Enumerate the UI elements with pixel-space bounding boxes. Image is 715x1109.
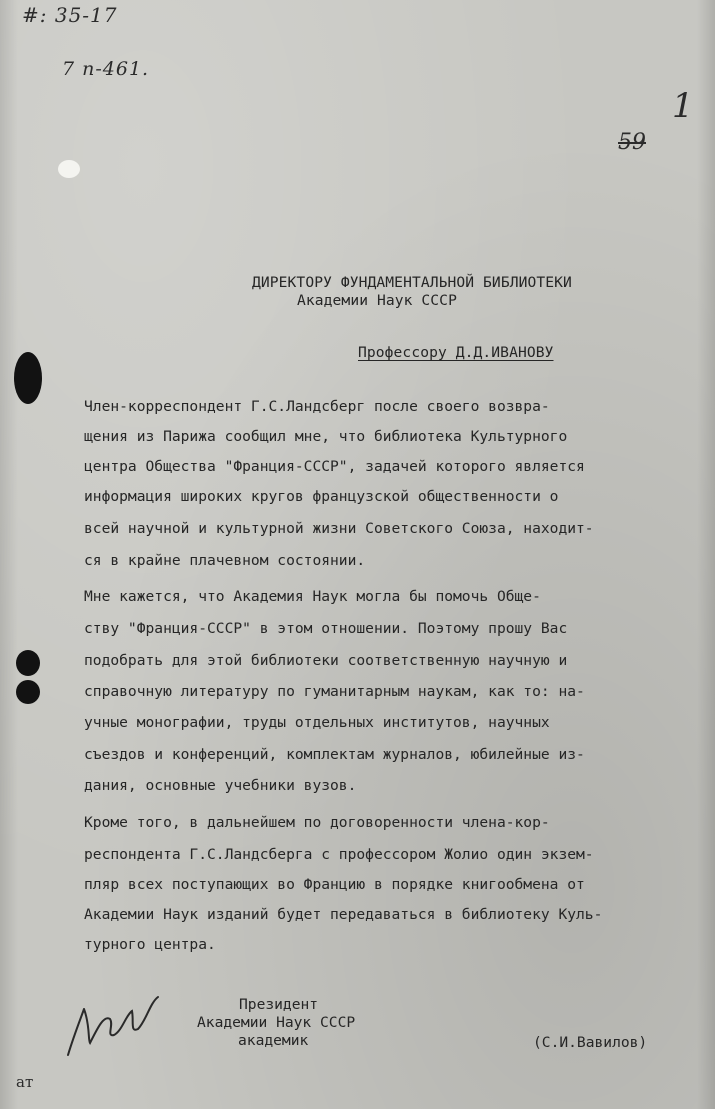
smudge-icon bbox=[58, 160, 80, 178]
signature-rank: академик bbox=[238, 1032, 309, 1049]
body-line: справочную литературу по гуманитарным наукам, как то: на- bbox=[84, 683, 585, 700]
body-line: информация широких кругов французской общественности о bbox=[84, 488, 559, 505]
body-line: Академии Наук изданий будет передаваться в библиотеку Куль- bbox=[84, 906, 603, 923]
punch-hole-icon bbox=[16, 680, 40, 704]
registration-number: 7 п-461. bbox=[62, 58, 150, 80]
crossed-page-number: 59 bbox=[618, 130, 646, 155]
page-number: 1 bbox=[672, 86, 694, 126]
archive-number: #: 35-17 bbox=[22, 3, 118, 27]
body-line: Член-корреспондент Г.С.Ландсберг после своего возвра- bbox=[84, 398, 550, 415]
body-line: респондента Г.С.Ландсберга с профессором Жолио один экзем- bbox=[84, 846, 594, 863]
heading-institution: Академии Наук СССР bbox=[297, 292, 457, 309]
body-line: дания, основные учебники вузов. bbox=[84, 777, 357, 794]
body-line: Мне кажется, что Академия Наук могла бы помочь Обще- bbox=[84, 588, 541, 605]
punch-hole-icon bbox=[16, 650, 40, 676]
body-line: ся в крайне плачевном состоянии. bbox=[84, 552, 366, 569]
signature-name: (С.И.Вавилов) bbox=[533, 1034, 648, 1051]
body-line: Кроме того, в дальнейшем по договоренности члена-кор- bbox=[84, 814, 550, 831]
body-line: всей научной и культурной жизни Советского Союза, находит- bbox=[84, 520, 594, 537]
body-line: пляр всех поступающих во Францию в порядке книгообмена от bbox=[84, 876, 585, 893]
body-line: подобрать для этой библиотеки соответственную научную и bbox=[84, 652, 568, 669]
punch-hole-icon bbox=[14, 352, 42, 404]
body-line: учные монографии, труды отдельных институтов, научных bbox=[84, 714, 550, 731]
signature-institution: Академии Наук СССР bbox=[197, 1014, 356, 1031]
body-line: щения из Парижа сообщил мне, что библиотека Культурного bbox=[84, 428, 568, 445]
heading-recipient: ДИРЕКТОРУ ФУНДАМЕНТАЛЬНОЙ БИБЛИОТЕКИ bbox=[252, 274, 572, 291]
body-line: съездов и конференций, комплектам журналов, юбилейные из- bbox=[84, 746, 585, 763]
signature-title: Президент bbox=[239, 996, 319, 1013]
body-line: центра Общества "Франция-СССР", задачей которого является bbox=[84, 458, 585, 475]
typist-initials: ат bbox=[16, 1073, 34, 1091]
body-line: турного центра. bbox=[84, 936, 216, 953]
addressee: Профессору Д.Д.ИВАНОВУ bbox=[358, 344, 554, 361]
handwritten-signature-icon bbox=[60, 985, 170, 1065]
body-line: ству "Франция-СССР" в этом отношении. Поэтому прошу Вас bbox=[84, 620, 568, 637]
